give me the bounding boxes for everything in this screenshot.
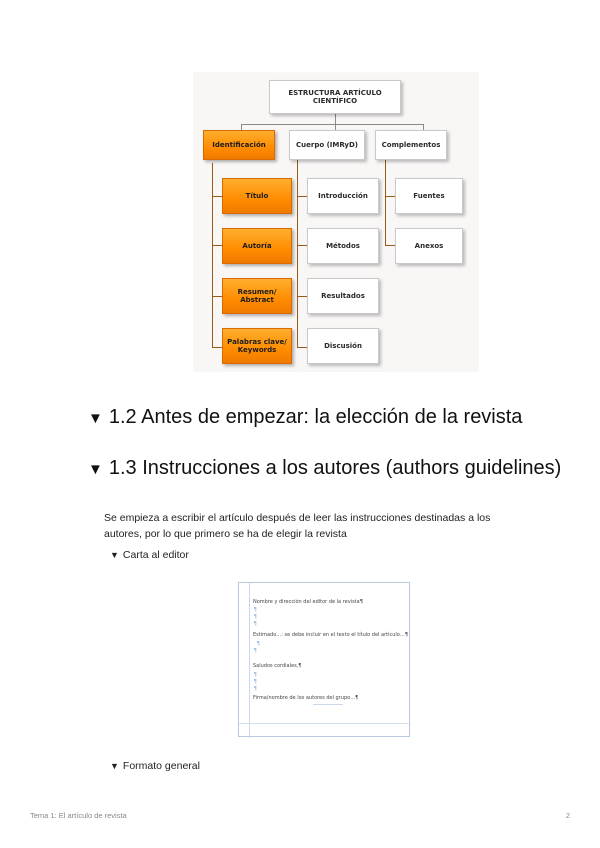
section-title: 1.3 Instrucciones a los autores (authors guidelines) bbox=[108, 457, 562, 479]
item-anexos: Anexos bbox=[395, 228, 463, 264]
letter-line: Nombre y dirección del editor de la revista¶ bbox=[253, 599, 363, 605]
footer-title: Tema 1: El artículo de revista bbox=[30, 811, 127, 820]
toggle-triangle-icon[interactable]: ▼ bbox=[88, 410, 103, 427]
margin-guide bbox=[249, 583, 250, 738]
connector bbox=[297, 159, 298, 348]
header-identificacion: Identificación bbox=[203, 130, 275, 160]
connector bbox=[212, 347, 222, 348]
letter-line: Estimado…: se debe incluir en el texto el título del artículo…¶ bbox=[253, 632, 409, 638]
divider bbox=[313, 704, 343, 705]
header-complementos: Complementos bbox=[375, 130, 447, 160]
connector bbox=[212, 196, 222, 197]
paragraph-mark: ¶ bbox=[254, 607, 257, 613]
item-autoria: Autoría bbox=[222, 228, 292, 264]
connector bbox=[385, 196, 395, 197]
item-titulo: Título bbox=[222, 178, 292, 214]
connector bbox=[297, 245, 307, 246]
connector bbox=[297, 196, 307, 197]
letter-template-image bbox=[238, 582, 410, 737]
connector bbox=[212, 245, 222, 246]
margin-guide bbox=[239, 723, 411, 724]
paragraph-mark: ¶ bbox=[254, 686, 257, 692]
paragraph-mark: ¶ bbox=[254, 679, 257, 685]
toggle-label: Formato general bbox=[122, 760, 200, 772]
toggle-formato-general[interactable] bbox=[110, 759, 200, 773]
item-metodos: Métodos bbox=[307, 228, 379, 264]
section-heading-1-3[interactable] bbox=[88, 456, 568, 482]
paragraph-mark: ¶ bbox=[254, 672, 257, 678]
header-cuerpo: Cuerpo (IMRyD) bbox=[289, 130, 365, 160]
toggle-triangle-icon[interactable]: ▼ bbox=[110, 761, 119, 771]
chart-title-box: ESTRUCTURA ARTÍCULO CIENTÍFICO bbox=[269, 80, 401, 114]
toggle-triangle-icon[interactable]: ▼ bbox=[88, 461, 103, 478]
connector bbox=[297, 296, 307, 297]
connector bbox=[212, 296, 222, 297]
connector bbox=[385, 159, 386, 246]
connector bbox=[212, 163, 213, 348]
connector bbox=[385, 245, 395, 246]
item-resultados: Resultados bbox=[307, 278, 379, 314]
connector bbox=[241, 124, 423, 125]
toggle-triangle-icon[interactable]: ▼ bbox=[110, 550, 119, 560]
toggle-carta-al-editor[interactable] bbox=[110, 548, 189, 562]
item-fuentes: Fuentes bbox=[395, 178, 463, 214]
section-title: 1.2 Antes de empezar: la elección de la revista bbox=[108, 406, 523, 428]
paragraph-mark: ¶ bbox=[254, 648, 257, 654]
article-structure-figure bbox=[193, 72, 479, 372]
letter-line: Firma/nombre de los autores del grupo…¶ bbox=[253, 695, 359, 701]
paragraph-mark: ¶ bbox=[254, 614, 257, 620]
letter-line: Saludos cordiales,¶ bbox=[253, 663, 302, 669]
item-introduccion: Introducción bbox=[307, 178, 379, 214]
page-number: 2 bbox=[565, 811, 570, 820]
section-heading-1-2[interactable] bbox=[88, 405, 568, 431]
item-discusion: Discusión bbox=[307, 328, 379, 364]
body-paragraph: Se empieza a escribir el artículo después de leer las instrucciones destinadas a los autores, por lo que primero se ha de elegir la revista bbox=[104, 512, 491, 540]
toggle-label: Carta al editor bbox=[122, 549, 189, 561]
paragraph-mark: ¶ bbox=[257, 641, 260, 647]
item-palabras-clave: Palabras clave/ Keywords bbox=[222, 328, 292, 364]
connector bbox=[297, 347, 307, 348]
connector bbox=[335, 114, 336, 124]
item-resumen: Resumen/ Abstract bbox=[222, 278, 292, 314]
paragraph-mark: ¶ bbox=[254, 621, 257, 627]
